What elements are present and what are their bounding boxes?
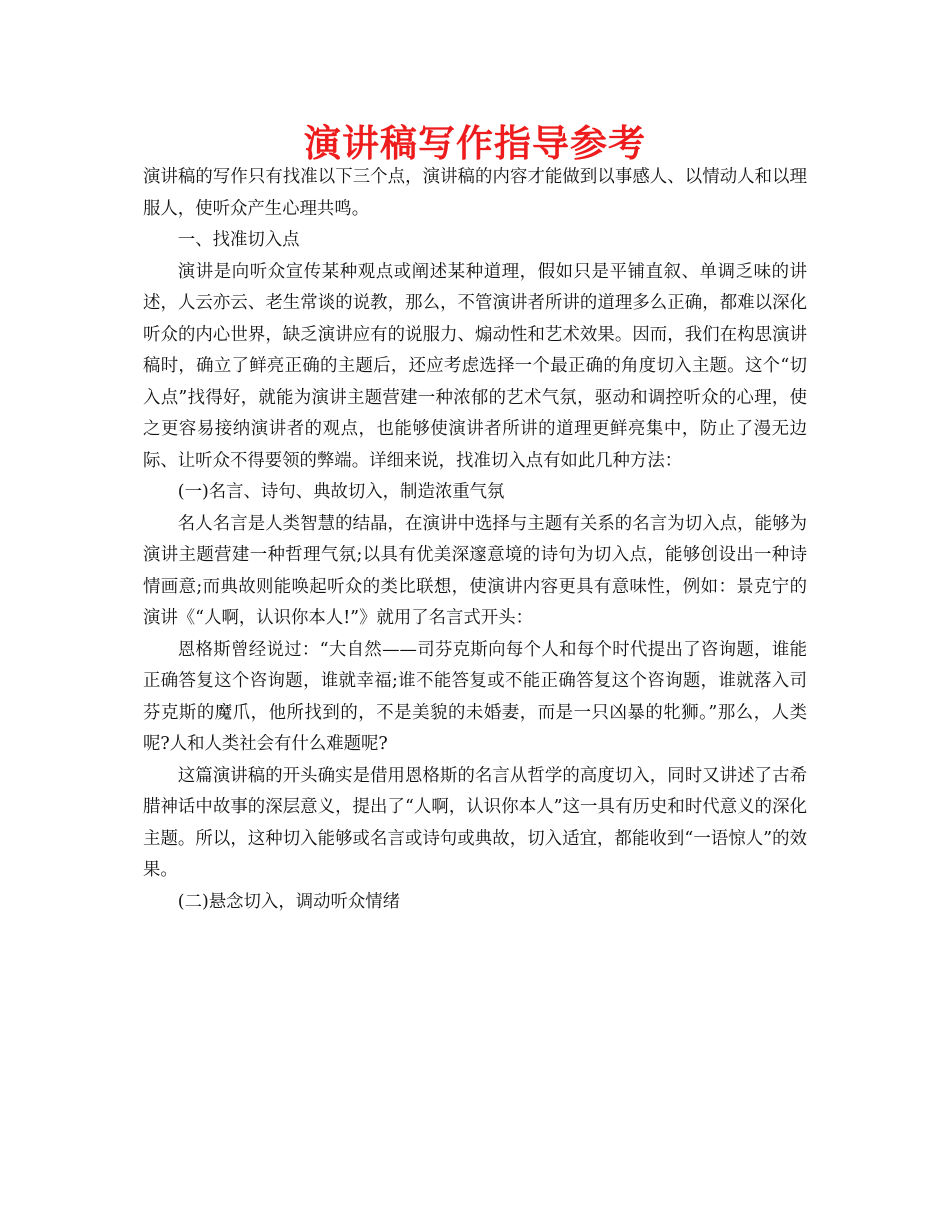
subsection-heading-1: (一)名言、诗句、典故切入，制造浓重气氛 — [177, 482, 505, 502]
document-title: 演讲稿写作指导参考 — [304, 122, 646, 165]
paragraph-intro: 演讲稿的写作只有找准以下三个点，演讲稿的内容才能做到以事感人、以情动人和以理服人，使听众产生心理共鸣。 — [143, 167, 807, 219]
paragraph-section-1: 演讲是向听众宣传某种观点或阐述某种道理，假如只是平铺直叙、单调乏味的讲述，人云亦云、老生常谈的说教，那么，不管演讲者所讲的道理多么正确，都难以深化听众的内心世界，缺乏演讲应有的说服力、煽动性和艺术效果。因而，我们在构思演讲稿时，确立了鲜亮正确的主题后，还应考虑选择一个最正确的角度切入主题。这个“切入点”找得好，就能为演讲主题营建一种浓郁的艺术气氛，驱动和调控听众的心理，使之更容易接纳演讲者的观点，也能够使演讲者所讲的道理更鲜亮集中，防止了漫无边际、让听众不得要领的弊端。详细来说，找准切入点有如此几种方法： — [143, 261, 807, 471]
document-body — [143, 162, 807, 918]
section-heading-1: 一、找准切入点 — [177, 230, 300, 250]
subsection-heading-2: (二)悬念切入，调动听众情绪 — [177, 891, 401, 912]
paragraph-quote: 恩格斯曾经说过：“大自然——司芬克斯向每个人和每个时代提出了咨询题，谁能正确答复这个咨询题，谁就幸福;谁不能答复或不能正确答复这个咨询题，谁就落入司芬克斯的魔爪，他所找到的，不是美貌的未婚妻，而是一只凶暴的牝狮。”那么，人类呢?人和人类社会有什么难题呢? — [143, 639, 807, 754]
paragraph-subsection-1: 名人名言是人类智慧的结晶，在演讲中选择与主题有关系的名言为切入点，能够为演讲主题营建一种哲理气氛;以具有优美深邃意境的诗句为切入点，能够创设出一种诗情画意;而典故则能唤起听众的类比联想，使演讲内容更具有意味性，例如：景克宁的演讲《“人啊，认识你本人!”》就用了名言式开头： — [143, 513, 807, 628]
paragraph-analysis: 这篇演讲稿的开头确实是借用恩格斯的名言从哲学的高度切入，同时又讲述了古希腊神话中故事的深层意义，提出了“人啊，认识你本人”这一具有历史和时代意义的深化主题。所以，这种切入能够或名言或诗句或典故，切入适宜，都能收到“一语惊人”的效果。 — [143, 765, 807, 880]
